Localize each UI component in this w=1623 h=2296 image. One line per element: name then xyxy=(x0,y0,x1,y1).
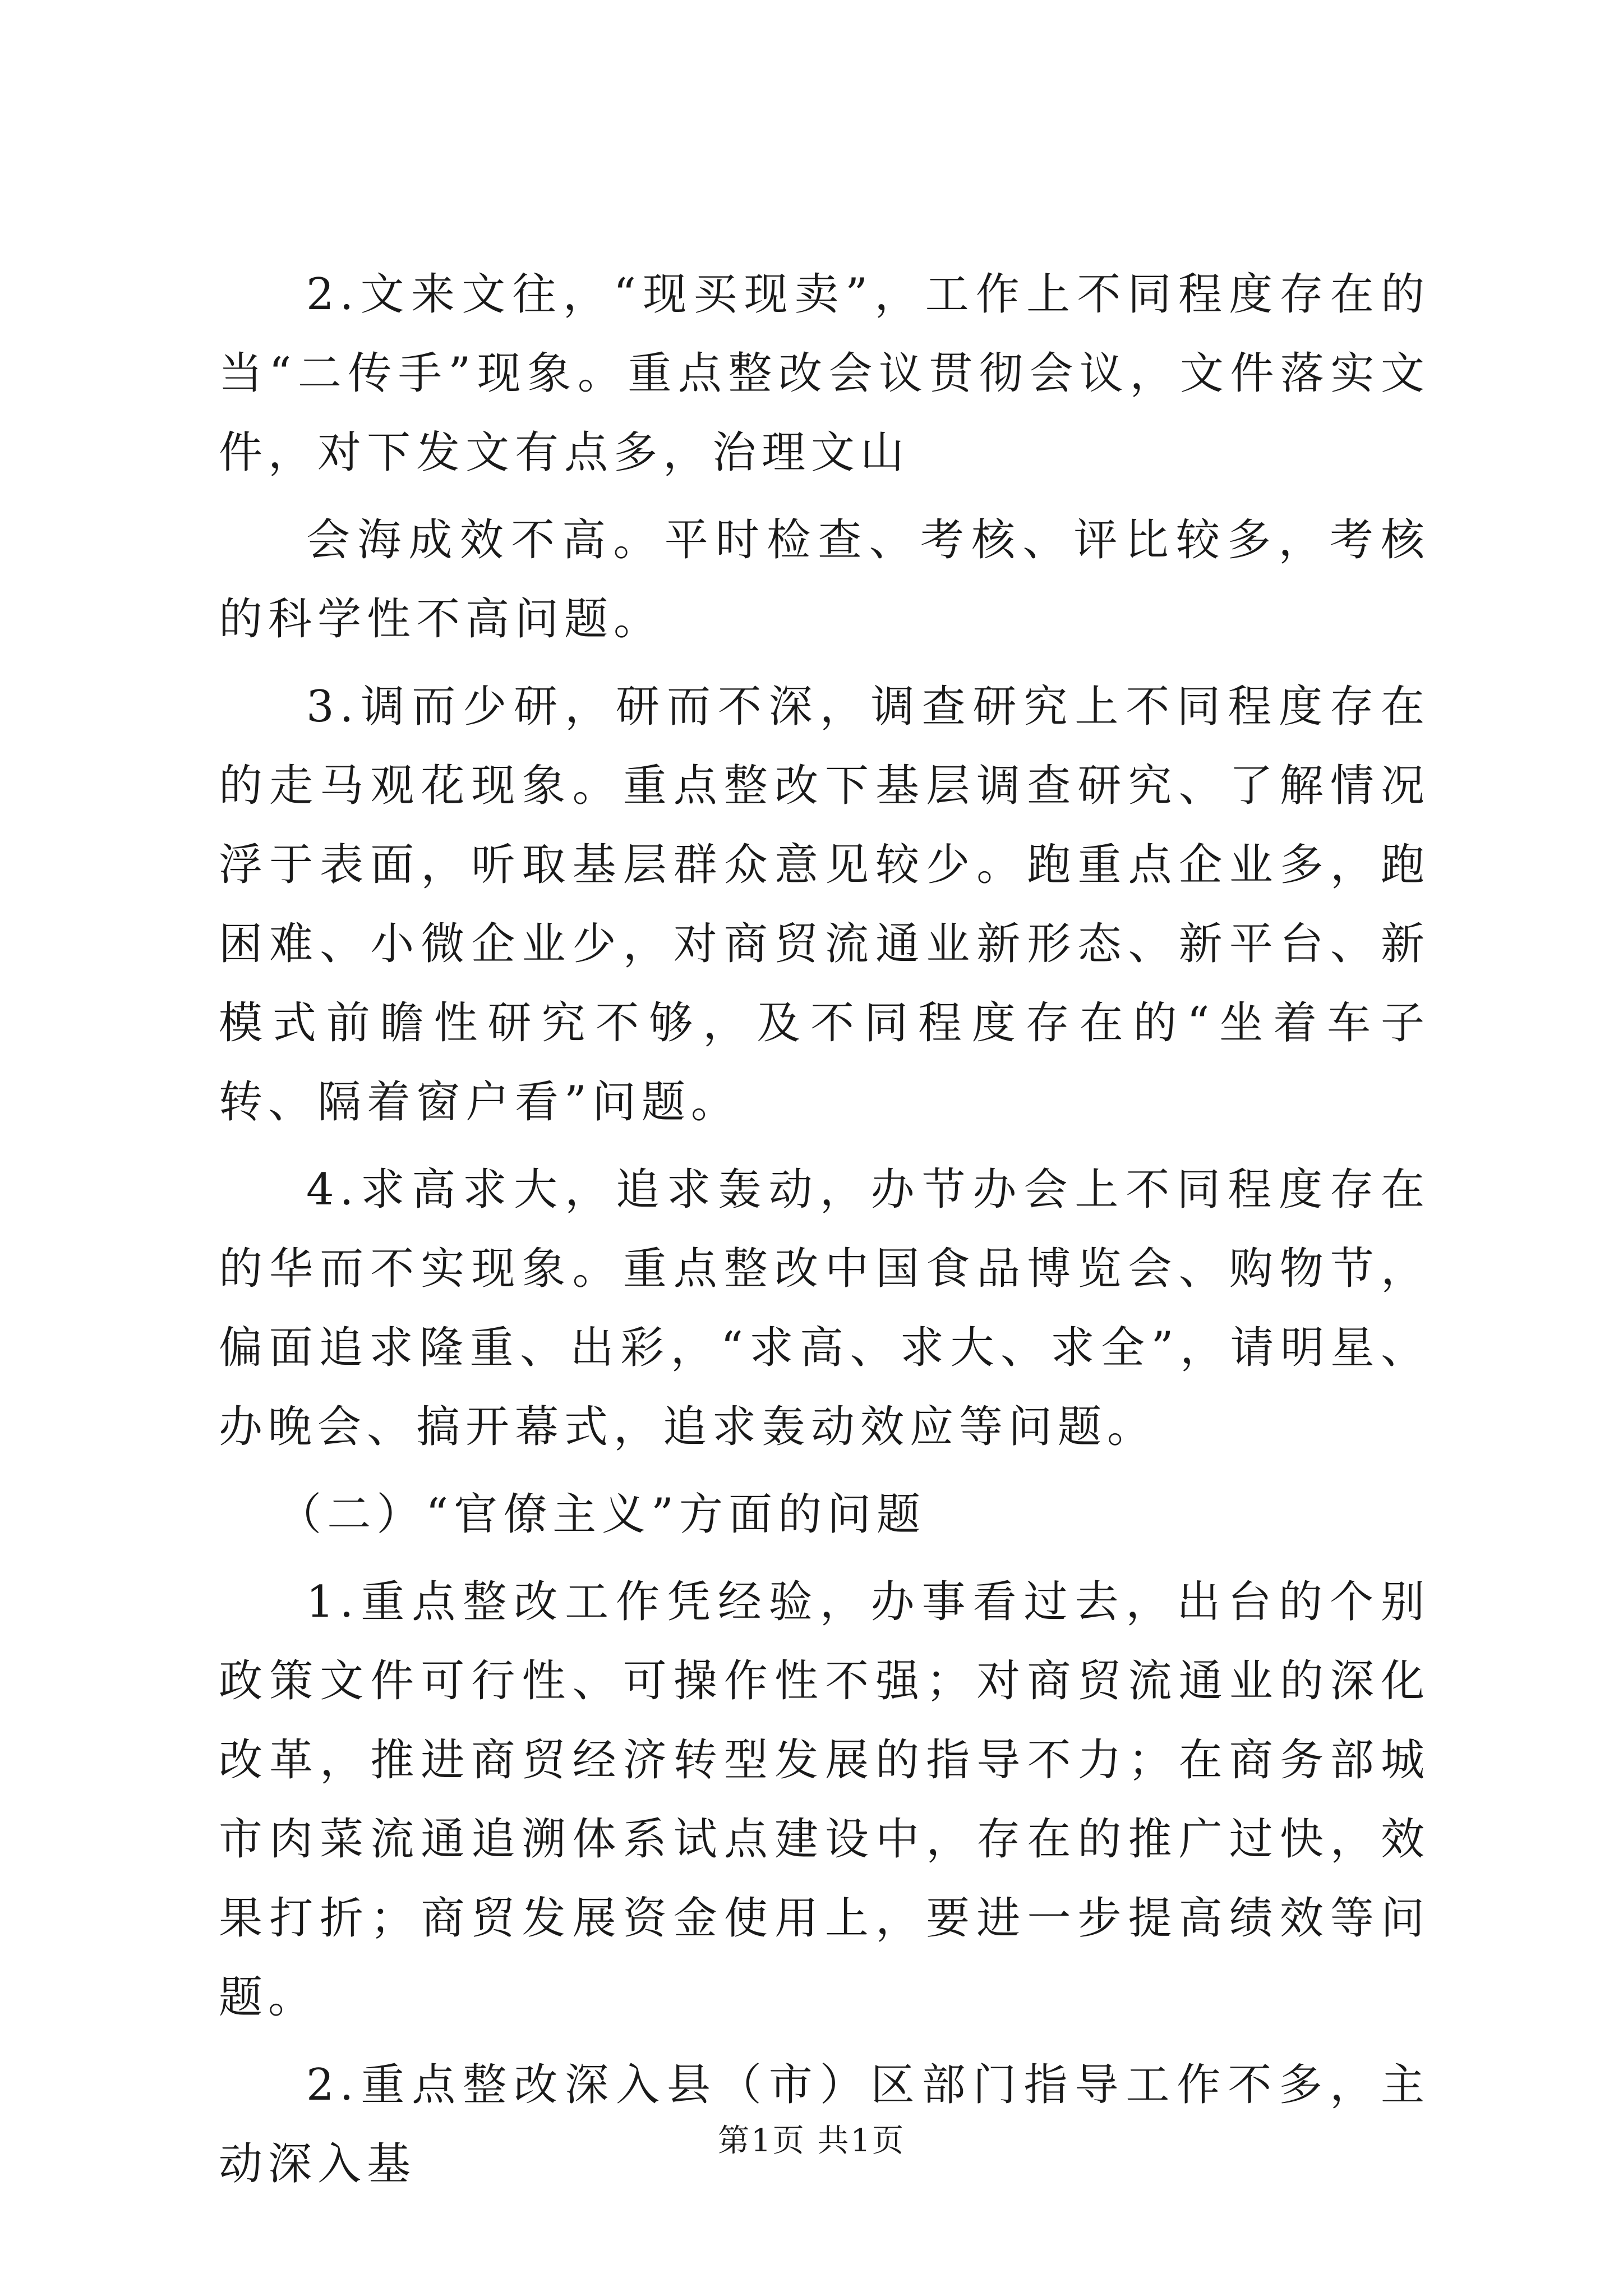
paragraph-item-4: 4.求高求大，追求轰动，办节办会上不同程度存在的华而不实现象。重点整改中国食品博览会、购物节，偏面追求隆重、出彩，“求高、求大、求全”，请明星、办晚会、搞开幕式，追求轰动效应等问题。 xyxy=(219,1165,1430,1452)
section-heading-bureaucratism: （二）“官僚主义”方面的问题 xyxy=(278,1489,926,1540)
page-footer: 第1页 共1页 xyxy=(717,2123,906,2159)
paragraph-item-2-bureaucratism: 2.重点整改深入县（市）区部门指导工作不多，主动深入基 xyxy=(219,2060,1430,2189)
document-body xyxy=(219,255,1430,2212)
paragraph-item-2: 2.文来文往，“现买现卖”，工作上不同程度存在的当“二传手”现象。重点整改会议贯彻会议，文件落实文件，对下发文有点多，治理文山 xyxy=(219,269,1430,478)
paragraph-item-3: 3.调而少研，研而不深，调查研究上不同程度存在的走马观花现象。重点整改下基层调查研究、了解情况浮于表面，听取基层群众意见较少。跑重点企业多，跑困难、小微企业少，对商贸流通业新形态、新平台、新模式前瞻性研究不够，及不同程度存在的“坐着车子转、隔着窗户看”问题。 xyxy=(219,682,1430,1128)
paragraph-continuation: 会海成效不高。平时检查、考核、评比较多，考核的科学性不高问题。 xyxy=(219,515,1430,645)
paragraph-item-1: 1.重点整改工作凭经验，办事看过去，出台的个别政策文件可行性、可操作性不强；对商贸流通业的深化改革，推进商贸经济转型发展的指导不力；在商务部城市肉菜流通追溯体系试点建设中，存在的推广过快，效果打折；商贸发展资金使用上，要进一步提高绩效等问题。 xyxy=(219,1577,1430,2023)
